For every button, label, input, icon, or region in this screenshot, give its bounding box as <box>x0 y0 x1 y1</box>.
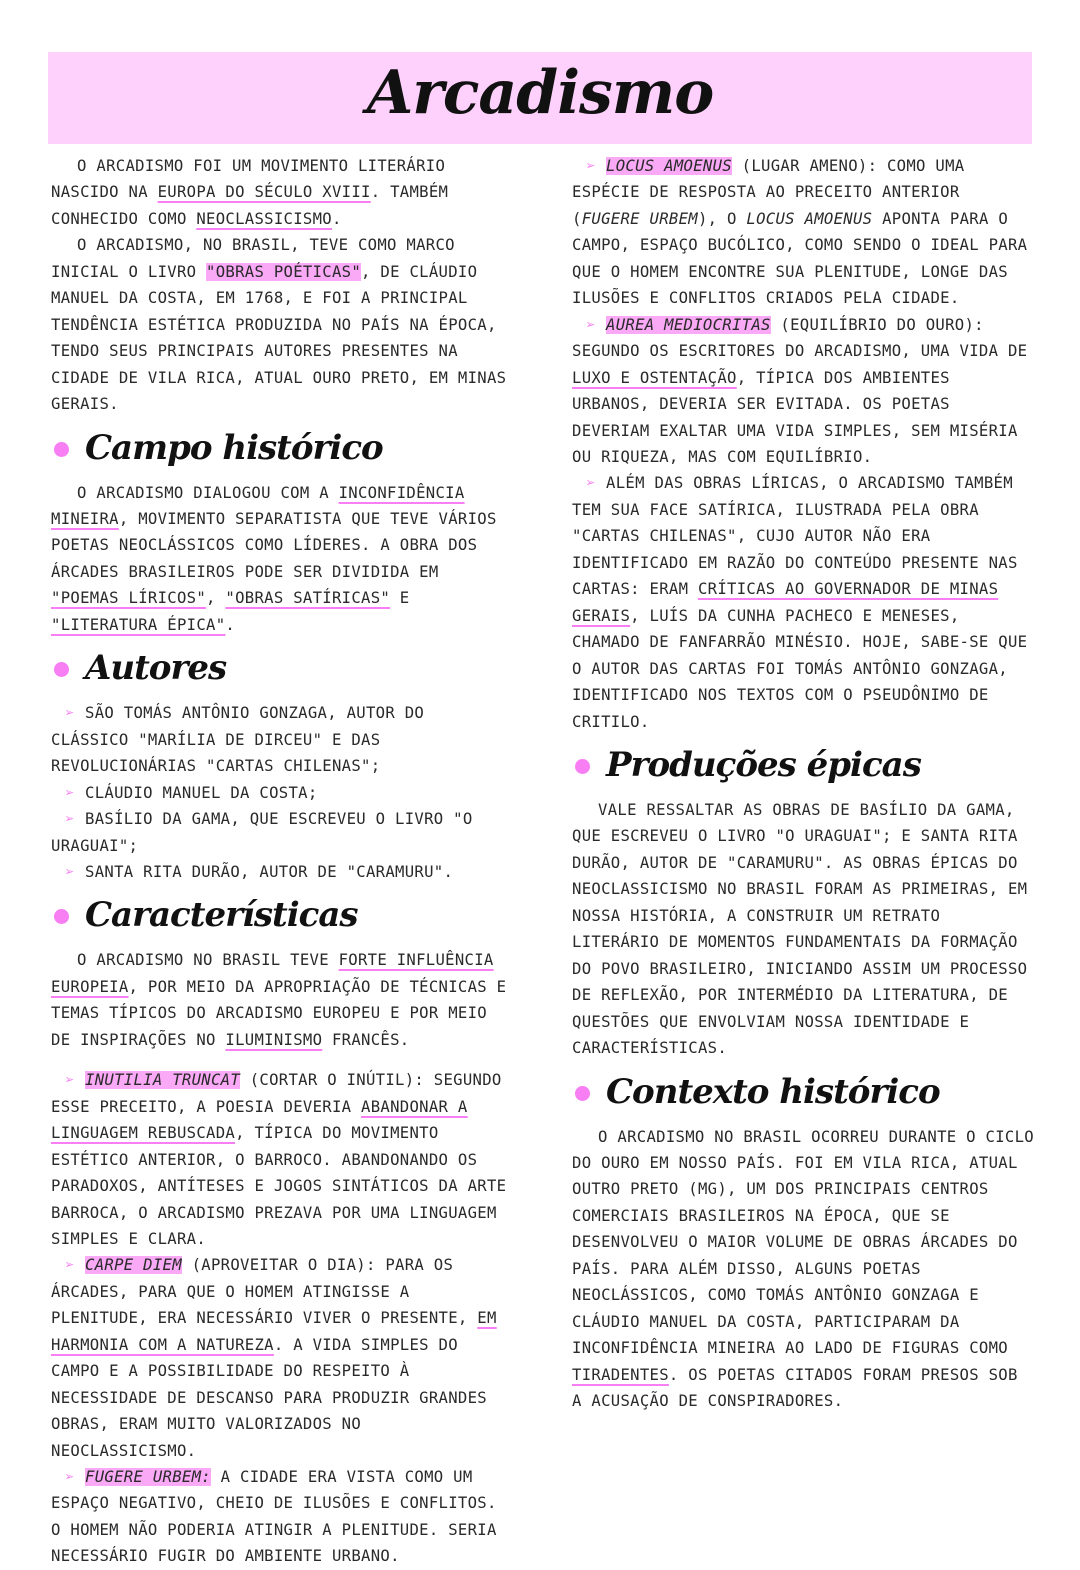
bullet-dot-icon <box>575 759 590 774</box>
list-item-autor: ➢ CLÁUDIO MANUEL DA COSTA; <box>51 780 511 806</box>
arrow-icon: ➢ <box>65 1468 75 1487</box>
satirica-item: ➢ ALÉM DAS OBRAS LÍRICAS, O ARCADISMO TAMBÉM TEM SUA FACE SATÍRICA, ILUSTRADA PELA OBRA "CARTAS CHILENAS", CUJO AUTOR NÃO ERA IDENTIFICADO EM RAZÃO DO CONTEÚDO PRESENTE NAS CARTAS: ERAM CRÍTICAS AO GOVERNADOR DE MINAS GERAIS, LUÍS DA CUNHA PACHECO E MENESES, CHAMADO DE FANFARRÃO MINÉSIO. HOJE, SABE-SE QUE O AUTOR DAS CARTAS FOI TOMÁS ANTÔNIO GONZAGA, IDENTIFICADO NOS TEXTOS COM O PSEUDÔNIMO DE CRITILO. <box>572 470 1037 735</box>
bullet-dot-icon <box>575 1086 590 1101</box>
contexto-paragraph: O ARCADISMO NO BRASIL OCORREU DURANTE O CICLO DO OURO EM NOSSO PAÍS. FOI EM VILA RICA, ATUAL OUTRO PRETO (MG), UM DOS PRINCIPAIS CENTROS COMERCIAIS BRASILEIROS NA ÉPOCA, QUE SE DESENVOLVEU O MAIOR VOLUME DE OBRAS ÁRCADES DO PAÍS. PARA ALÉM DISSO, ALGUNS POETAS NEOCLÁSSICOS, COMO TOMÁS ANTÔNIO GONZAGA E CLÁUDIO MANUEL DA COSTA, PARTICIPARAM DA INCONFIDÊNCIA MINEIRA AO LADO DE FIGURAS COMO TIRADENTES. OS POETAS CITADOS FORAM PRESOS SOB A ACUSAÇÃO DE CONSPIRADORES. <box>572 1127 1034 1411</box>
section-heading-producoes: Produções épicas <box>572 741 1037 793</box>
campo-paragraph: O ARCADISMO DIALOGOU COM A INCONFIDÊNCIA MINEIRA, MOVIMENTO SEPARATISTA QUE TEVE VÁRIOS POETAS NEOCLÁSSICOS COMO LÍDERES. A OBRA DOS ÁRCADES BRASILEIROS PODE SER DIVIDIDA EM "POEMAS LÍRICOS", "OBRAS SATÍRICAS" E "LITERATURA ÉPICA". <box>51 483 497 634</box>
aurea-mediocritas-item: ➢ AUREA MEDIOCRITAS (EQUILÍBRIO DO OURO): SEGUNDO OS ESCRITORES DO ARCADISMO, UMA VIDA DE LUXO E OSTENTAÇÃO, TÍPICA DOS AMBIENTES URBANOS, DEVERIA SER EVITADA. OS POETAS DEVERIAM EXALTAR UMA VIDA SIMPLES, SEM MISÉRIA OU RIQUEZA, MAS COM EQUILÍBRIO. <box>572 312 1037 471</box>
locus-amoenus-item: ➢ LOCUS AMOENUS (LUGAR AMENO): COMO UMA ESPÉCIE DE RESPOSTA AO PRECEITO ANTERIOR (FUGERE URBEM), O LOCUS AMOENUS APONTA PARA O CAMPO, ESPAÇO BUCÓLICO, COMO SENDO O IDEAL PARA QUE O HOMEM ENCONTRE SUA PLENITUDE, LONGE DAS ILUSÕES E CONFLITOS CRIADOS PELA CIDADE. <box>572 153 1037 312</box>
arrow-icon: ➢ <box>65 704 75 723</box>
intro-paragraph-2: O ARCADISMO, NO BRASIL, TEVE COMO MARCO INICIAL O LIVRO "OBRAS POÉTICAS", DE CLÁUDIO MANUEL DA COSTA, EM 1768, E FOI A PRINCIPAL TENDÊNCIA ESTÉTICA PRODUZIDA NO PAÍS NA ÉPOCA, TENDO SEUS PRINCIPAIS AUTORES PRESENTES NA CIDADE DE VILA RICA, ATUAL OURO PRETO, EM MINAS GERAIS. <box>51 236 507 414</box>
section-heading-campo: Campo histórico <box>51 424 511 476</box>
section-heading-contexto: Contexto histórico <box>572 1068 1037 1120</box>
right-column <box>572 153 1037 1414</box>
fugere-urbem-item: ➢ FUGERE URBEM: A CIDADE ERA VISTA COMO UM ESPAÇO NEGATIVO, CHEIO DE ILUSÕES E CONFLITOS. O HOMEM NÃO PODERIA ATINGIR A PLENITUDE. SERIA NECESSÁRIO FUGIR DO AMBIENTE URBANO. <box>51 1464 511 1570</box>
caracteristicas-paragraph: O ARCADISMO NO BRASIL TEVE FORTE INFLUÊNCIA EUROPEIA, POR MEIO DA APROPRIAÇÃO DE TÉCNICAS E TEMAS TÍPICOS DO ARCADISMO EUROPEU E POR MEIO DE INSPIRAÇÕES NO ILUMINISMO FRANCÊS. <box>51 951 507 1049</box>
intro-paragraph-1: O ARCADISMO FOI UM MOVIMENTO LITERÁRIO NASCIDO NA EUROPA DO SÉCULO XVIII. TAMBÉM CONHECIDO COMO NEOCLASSICISMO. <box>51 157 449 228</box>
page-title: Arcadismo <box>366 58 714 128</box>
arrow-icon: ➢ <box>65 783 75 802</box>
inutilia-item: ➢ INUTILIA TRUNCAT (CORTAR O INÚTIL): SEGUNDO ESSE PRECEITO, A POESIA DEVERIA ABANDONAR A LINGUAGEM REBUSCADA, TÍPICA DO MOVIMENTO ESTÉTICO ANTERIOR, O BARROCO. ABANDONANDO OS PARADOXOS, ANTÍTESES E JOGOS SINTÁTICOS DA ARTE BARROCA, O ARCADISMO PREZAVA POR UMA LINGUAGEM SIMPLES E CLARA. <box>51 1067 511 1252</box>
bullet-dot-icon <box>54 909 69 924</box>
list-item-autor: ➢ SANTA RITA DURÃO, AUTOR DE "CARAMURU". <box>51 859 511 885</box>
section-heading-autores: Autores <box>51 644 511 696</box>
section-heading-caracteristicas: Características <box>51 891 511 943</box>
bullet-dot-icon <box>54 662 69 677</box>
list-item-autor: ➢ SÃO TOMÁS ANTÔNIO GONZAGA, AUTOR DO CLÁSSICO "MARÍLIA DE DIRCEU" E DAS REVOLUCIONÁRIAS "CARTAS CHILENAS"; <box>51 700 511 779</box>
arrow-icon: ➢ <box>65 1071 75 1090</box>
arrow-icon: ➢ <box>586 474 596 493</box>
arrow-icon: ➢ <box>586 157 596 175</box>
arrow-icon: ➢ <box>65 810 75 829</box>
carpe-diem-item: ➢ CARPE DIEM (APROVEITAR O DIA): PARA OS ÁRCADES, PARA QUE O HOMEM ATINGISSE A PLENITUDE, ERA NECESSÁRIO VIVER O PRESENTE, EM HARMONIA COM A NATUREZA. A VIDA SIMPLES DO CAMPO E A POSSIBILIDADE DO RESPEITO À NECESSIDADE DE DESCANSO PARA PRODUZIR GRANDES OBRAS, ERAM MUITO VALORIZADOS NO NEOCLASSICISMO. <box>51 1252 511 1464</box>
producoes-paragraph: VALE RESSALTAR AS OBRAS DE BASÍLIO DA GAMA, QUE ESCREVEU O LIVRO "O URAGUAI"; E SANTA RITA DURÃO, AUTOR DE "CARAMURU". AS OBRAS ÉPICAS DO NEOCLASSICISMO NO BRASIL FORAM AS PRIMEIRAS, EM NOSSA HISTÓRIA, A CONSTRUIR UM RETRATO LITERÁRIO DE MOMENTOS FUNDAMENTAIS DA FORMAÇÃO DO POVO BRASILEIRO, INICIANDO ASSIM UM PROCESSO DE REFLEXÃO, POR INTERMÉDIO DA LITERATURA, DE QUESTÕES QUE ENVOLVIAM NOSSA IDENTIDADE E CARACTERÍSTICAS. <box>572 800 1028 1058</box>
arrow-icon: ➢ <box>65 862 75 881</box>
arrow-icon: ➢ <box>586 315 596 334</box>
left-column <box>51 153 511 1570</box>
list-item-autor: ➢ BASÍLIO DA GAMA, QUE ESCREVEU O LIVRO "O URAGUAI"; <box>51 806 511 859</box>
bullet-dot-icon <box>54 442 69 457</box>
arrow-icon: ➢ <box>65 1256 75 1275</box>
